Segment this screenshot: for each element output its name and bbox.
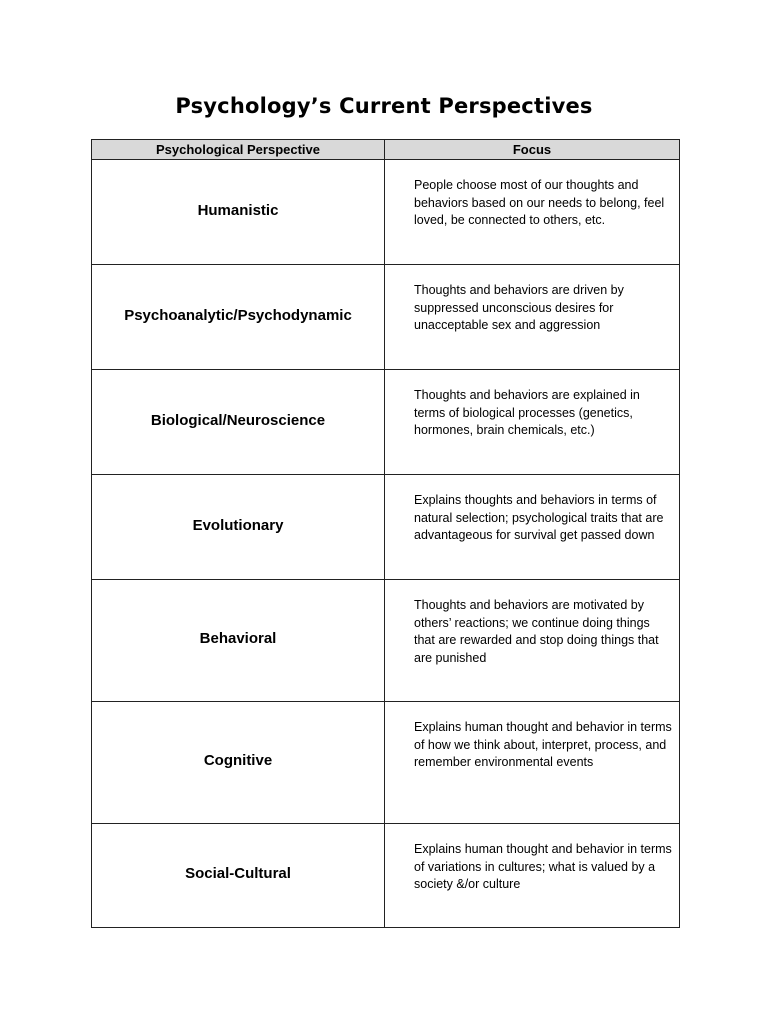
focus-cell: [385, 475, 680, 580]
focus-cell: [385, 580, 680, 702]
perspective-name: Behavioral: [199, 630, 277, 647]
focus-cell: [385, 702, 680, 824]
table-row: [92, 475, 680, 580]
perspective-name: Humanistic: [197, 201, 279, 219]
table-row: [92, 370, 680, 475]
perspective-cell: [92, 370, 385, 475]
table-row: [92, 824, 680, 928]
table-row: [92, 160, 680, 265]
page-title: Psychology’s Current Perspectives: [175, 94, 593, 118]
perspective-name: Biological/Neuroscience: [150, 411, 326, 429]
perspective-cell: [92, 580, 385, 702]
focus-cell: [385, 370, 680, 475]
focus-text: Explains thoughts and behaviors in terms of natural selection; psychological traits that are advantageous for survival get passed down: [414, 493, 664, 543]
focus-text: Explains human thought and behavior in terms of variations in cultures; what is valued by a society &/or culture: [414, 842, 672, 892]
perspectives-table: [91, 139, 680, 928]
column-header-focus: Focus: [385, 140, 680, 160]
focus-text: Explains human thought and behavior in terms of how we think about, interpret, process, and remember environmental events: [414, 720, 672, 770]
perspective-name: Psychoanalytic/Psychodynamic: [124, 306, 352, 324]
focus-text: Thoughts and behaviors are driven by suppressed unconscious desires for unacceptable sex and aggression: [414, 283, 624, 333]
table-row: [92, 580, 680, 702]
focus-text: People choose most of our thoughts and behaviors based on our needs to belong, feel loved, be connected to others, etc.: [414, 178, 665, 228]
table-row: [92, 265, 680, 370]
perspective-name: Evolutionary: [192, 516, 284, 534]
column-header-perspective: Psychological Perspective: [92, 140, 385, 160]
perspective-cell: [92, 702, 385, 824]
focus-cell: [385, 160, 680, 265]
focus-text: Thoughts and behaviors are motivated by others’ reactions; we continue doing things that are rewarded and stop doing things that are punished: [414, 598, 659, 665]
perspective-cell: [92, 824, 385, 928]
perspective-cell: [92, 265, 385, 370]
perspective-name: Social-Cultural: [185, 865, 291, 882]
table-row: [92, 702, 680, 824]
perspective-cell: [92, 475, 385, 580]
focus-text: Thoughts and behaviors are explained in terms of biological processes (genetics, hormones, brain chemicals, etc.): [414, 388, 640, 438]
table-header-row: [92, 140, 680, 160]
perspective-name: Cognitive: [203, 752, 273, 769]
focus-cell: [385, 265, 680, 370]
perspective-cell: [92, 160, 385, 265]
focus-cell: [385, 824, 680, 928]
